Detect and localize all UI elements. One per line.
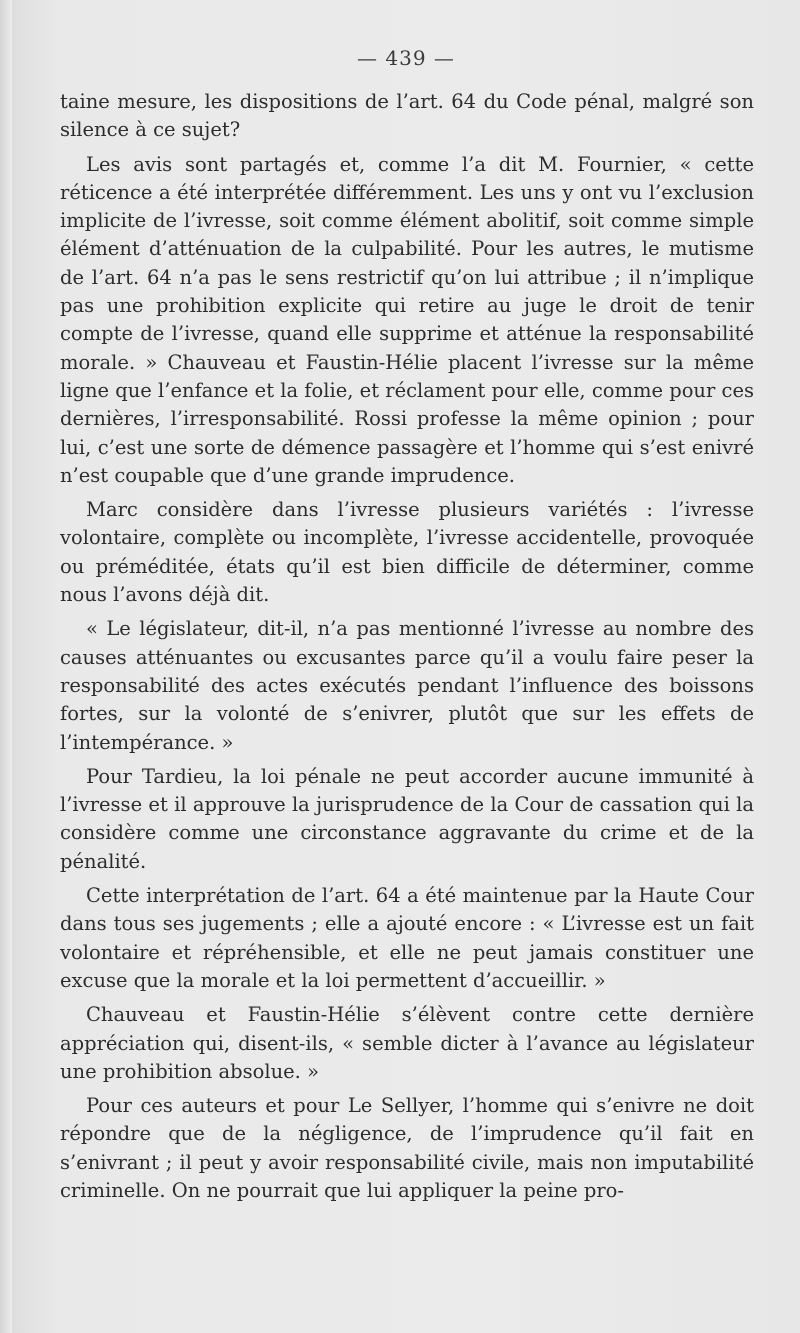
page-number: — 439 — [357,46,455,70]
paragraph: « Le législateur, dit-il, n’a pas mentionné l’ivresse au nombre des causes atténuantes ou excusantes parce qu’il a voulu faire peser la responsabilité des actes exécutés pendant l’influence des boissons fortes, sur la volonté de s’enivrer, plutôt que sur les effets de l’intempérance. » [60,617,754,754]
paragraph: Marc considère dans l’ivresse plusieurs variétés : l’ivresse volontaire, complète ou incomplète, l’ivresse accidentelle, provoquée ou préméditée, états qu’il est bien difficile de déterminer, comme nous l’avons déjà dit. [60,498,754,607]
book-page [12,0,800,1333]
paragraph: Cette interprétation de l’art. 64 a été maintenue par la Haute Cour dans tous ses jugements ; elle a ajouté encore : « L’ivresse est un fait volontaire et répréhensible, et elle ne peut jamais constituer une excuse que la morale et la loi permettent d’accueillir. » [60,884,754,992]
paragraph: Pour ces auteurs et pour Le Sellyer, l’homme qui s’enivre ne doit répondre que de la négligence, de l’imprudence qu’il fait en s’enivrant ; il peut y avoir responsabilité civile, mais non imputabilité criminelle. On ne pourrait que lui appliquer la peine pro- [60,1094,754,1202]
body-text [60,88,754,1211]
paragraph: Les avis sont partagés et, comme l’a dit M. Fournier, « cette réticence a été interprétée différemment. Les uns y ont vu l’exclusion implicite de l’ivresse, soit comme élément abolitif, soit comme simple élément d’atténuation de la culpabilité. Pour les autres, le mutisme de l’art. 64 n’a pas le sens restrictif qu’on lui attribue ; il n’implique pas une prohibition explicite qui retire au juge le droit de tenir compte de l’ivresse, quand elle supprime et atténue la responsabilité morale. » Chauveau et Faustin-Hélie placent l’ivresse sur la même ligne que l’enfance et la folie, et réclament pour elle, comme pour ces dernières, l’irresponsabilité. Rossi professe la même opinion ; pour lui, c’est une sorte de démence passagère et l’homme qui s’est enivré n’est coupable que d’une grande imprudence. [60,152,754,487]
paragraph: Pour Tardieu, la loi pénale ne peut accorder aucune immunité à l’ivresse et il approuve la jurisprudence de la Cour de cassation qui la considère comme une circonstance aggravante du crime et de la pénalité. [60,764,754,873]
scan-margin [0,0,12,1333]
paragraph: taine mesure, les dispositions de l’art. 64 du Code pénal, malgré son silence à ce sujet? [60,90,754,142]
paragraph: Chauveau et Faustin-Hélie s’élèvent contre cette dernière appréciation qui, disent-ils, « semble dicter à l’avance au législateur une prohibition absolue. » [60,1003,754,1083]
